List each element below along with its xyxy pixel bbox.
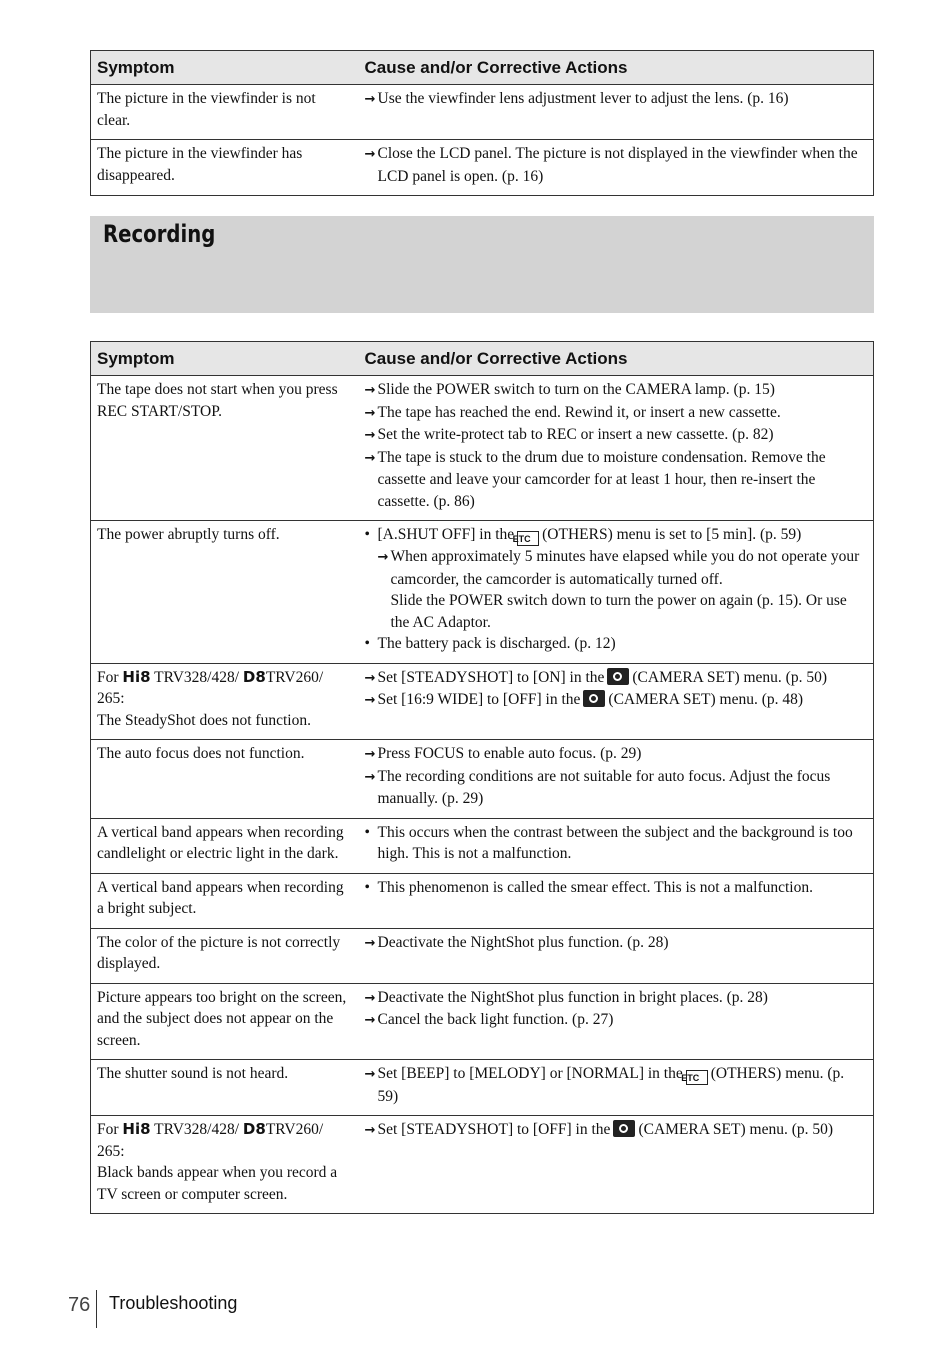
section-title: Recording <box>103 220 216 248</box>
arrow-icon: → <box>377 550 389 565</box>
arrow-icon: → <box>364 670 376 686</box>
section-header-band <box>90 216 874 313</box>
viewfinder-table <box>90 50 874 196</box>
cause-cell: → Use the viewfinder lens adjustment lever to adjust the lens. (p. 16) <box>359 85 874 140</box>
digital8-logo-icon: D8 <box>242 667 266 686</box>
symptom-cell: A vertical band appears when recording a bright subject. <box>91 873 359 928</box>
cause-cell: → Slide the POWER switch to turn on the CAMERA lamp. (p. 15) → The tape has reached the end. Rewind it, or insert a new cassette. → Set the write-protect tab to REC or insert a new cassette. (p. 82) → The tape is stuck to the drum due to moisture condensation. Remove the cassette and leave your camcorder for at least 1 hour, then re-insert the cassette. (p. 86) <box>359 376 874 521</box>
digital8-logo-icon: D8 <box>242 1120 266 1138</box>
hi8-logo-icon: Hi8 <box>122 1120 151 1138</box>
cause-cell: → Set [STEADYSHOT] to [OFF] in the (CAMERA SET) menu. (p. 50) <box>359 1116 874 1214</box>
table-row <box>91 983 874 1060</box>
arrow-icon: → <box>364 769 376 785</box>
symptom-cell: The tape does not start when you press REC START/STOP. <box>91 376 359 521</box>
etc-menu-icon: ETC <box>686 1070 708 1085</box>
symptom-cell: The picture in the viewfinder is not clear. <box>91 85 359 140</box>
etc-menu-icon: ETC <box>517 531 539 546</box>
arrow-icon: → <box>364 450 376 466</box>
table-row <box>91 140 874 196</box>
symptom-header: Symptom <box>91 342 359 376</box>
camera-set-icon <box>583 690 605 707</box>
page-number: 76 <box>68 1294 91 1316</box>
hi8-logo-icon: Hi8 <box>122 667 151 686</box>
cause-cell: • This occurs when the contrast between the subject and the background is too high. This is not a malfunction. <box>359 818 874 873</box>
cause-header: Cause and/or Corrective Actions <box>359 342 874 376</box>
arrow-icon: → <box>364 747 376 762</box>
arrow-icon: → <box>364 693 376 708</box>
symptom-cell: For Hi8 TRV328/428/ D8TRV260/ 265: Black bands appear when you record a TV screen or computer screen. <box>91 1116 359 1214</box>
cause-cell: → Set [STEADYSHOT] to [ON] in the (CAMERA SET) menu. (p. 50) → Set [16:9 WIDE] to [OFF] in the (CAMERA SET) menu. (p. 48) <box>359 663 874 740</box>
table-row <box>91 873 874 928</box>
bullet-icon: • <box>364 878 370 896</box>
arrow-icon: → <box>364 383 376 398</box>
table-row <box>91 928 874 983</box>
table-row <box>91 1060 874 1116</box>
arrow-icon: → <box>364 935 376 951</box>
arrow-icon: → <box>364 428 376 443</box>
bullet-icon: • <box>364 635 370 652</box>
table-row <box>91 818 874 873</box>
symptom-cell: The auto focus does not function. <box>91 740 359 819</box>
recording-table <box>90 341 874 1214</box>
arrow-icon: → <box>364 147 376 162</box>
cause-cell: → Deactivate the NightShot plus function. (p. 28) <box>359 928 874 983</box>
table-header-row <box>91 342 874 376</box>
table-row <box>91 740 874 819</box>
bullet-icon: • <box>364 526 370 543</box>
table-row <box>91 376 874 521</box>
cause-cell: • [A.SHUT OFF] in theETC (OTHERS) menu is set to [5 min]. (p. 59) → When approximately 5 minutes have elapsed while you do not operate your camcorder, the camcorder is automatically turned off. Slide the POWER switch down to turn the power on again (p. 15). Or use the AC Adaptor. • The battery pack is discharged. (p. 12) <box>359 521 874 664</box>
symptom-header: Symptom <box>91 51 359 85</box>
arrow-icon: → <box>364 92 376 107</box>
cause-header: Cause and/or Corrective Actions <box>359 51 874 85</box>
arrow-icon: → <box>364 990 376 1006</box>
arrow-icon: → <box>364 1067 376 1082</box>
arrow-icon: → <box>364 1013 376 1028</box>
cause-cell: → Close the LCD panel. The picture is not displayed in the viewfinder when the LCD panel is open. (p. 16) <box>359 140 874 196</box>
table-header-row <box>91 51 874 85</box>
camera-set-icon <box>613 1120 635 1137</box>
camera-set-icon <box>607 668 629 685</box>
table-row <box>91 1116 874 1214</box>
arrow-icon: → <box>364 405 376 421</box>
symptom-cell: The color of the picture is not correctly displayed. <box>91 928 359 983</box>
cause-cell: → Set [BEEP] to [MELODY] or [NORMAL] in theETC (OTHERS) menu. (p. 59) <box>359 1060 874 1116</box>
symptom-cell: The shutter sound is not heard. <box>91 1060 359 1116</box>
cause-cell: • This phenomenon is called the smear effect. This is not a malfunction. <box>359 873 874 928</box>
table-row <box>91 521 874 664</box>
table-row <box>91 663 874 740</box>
arrow-icon: → <box>364 1123 376 1138</box>
footer-divider <box>96 1290 97 1328</box>
cause-cell: → Press FOCUS to enable auto focus. (p. 29) → The recording conditions are not suitable for auto focus. Adjust the focus manually. (p. 29) <box>359 740 874 819</box>
table-row <box>91 85 874 140</box>
cause-cell: → Deactivate the NightShot plus function in bright places. (p. 28) → Cancel the back light function. (p. 27) <box>359 983 874 1060</box>
footer-caption: Troubleshooting <box>109 1293 238 1313</box>
symptom-cell: A vertical band appears when recording candlelight or electric light in the dark. <box>91 818 359 873</box>
symptom-cell: The picture in the viewfinder has disappeared. <box>91 140 359 196</box>
bullet-icon: • <box>364 823 370 841</box>
symptom-cell: For Hi8 TRV328/428/ D8TRV260/ 265: The SteadyShot does not function. <box>91 663 359 740</box>
symptom-cell: The power abruptly turns off. <box>91 521 359 664</box>
symptom-cell: Picture appears too bright on the screen, and the subject does not appear on the screen. <box>91 983 359 1060</box>
